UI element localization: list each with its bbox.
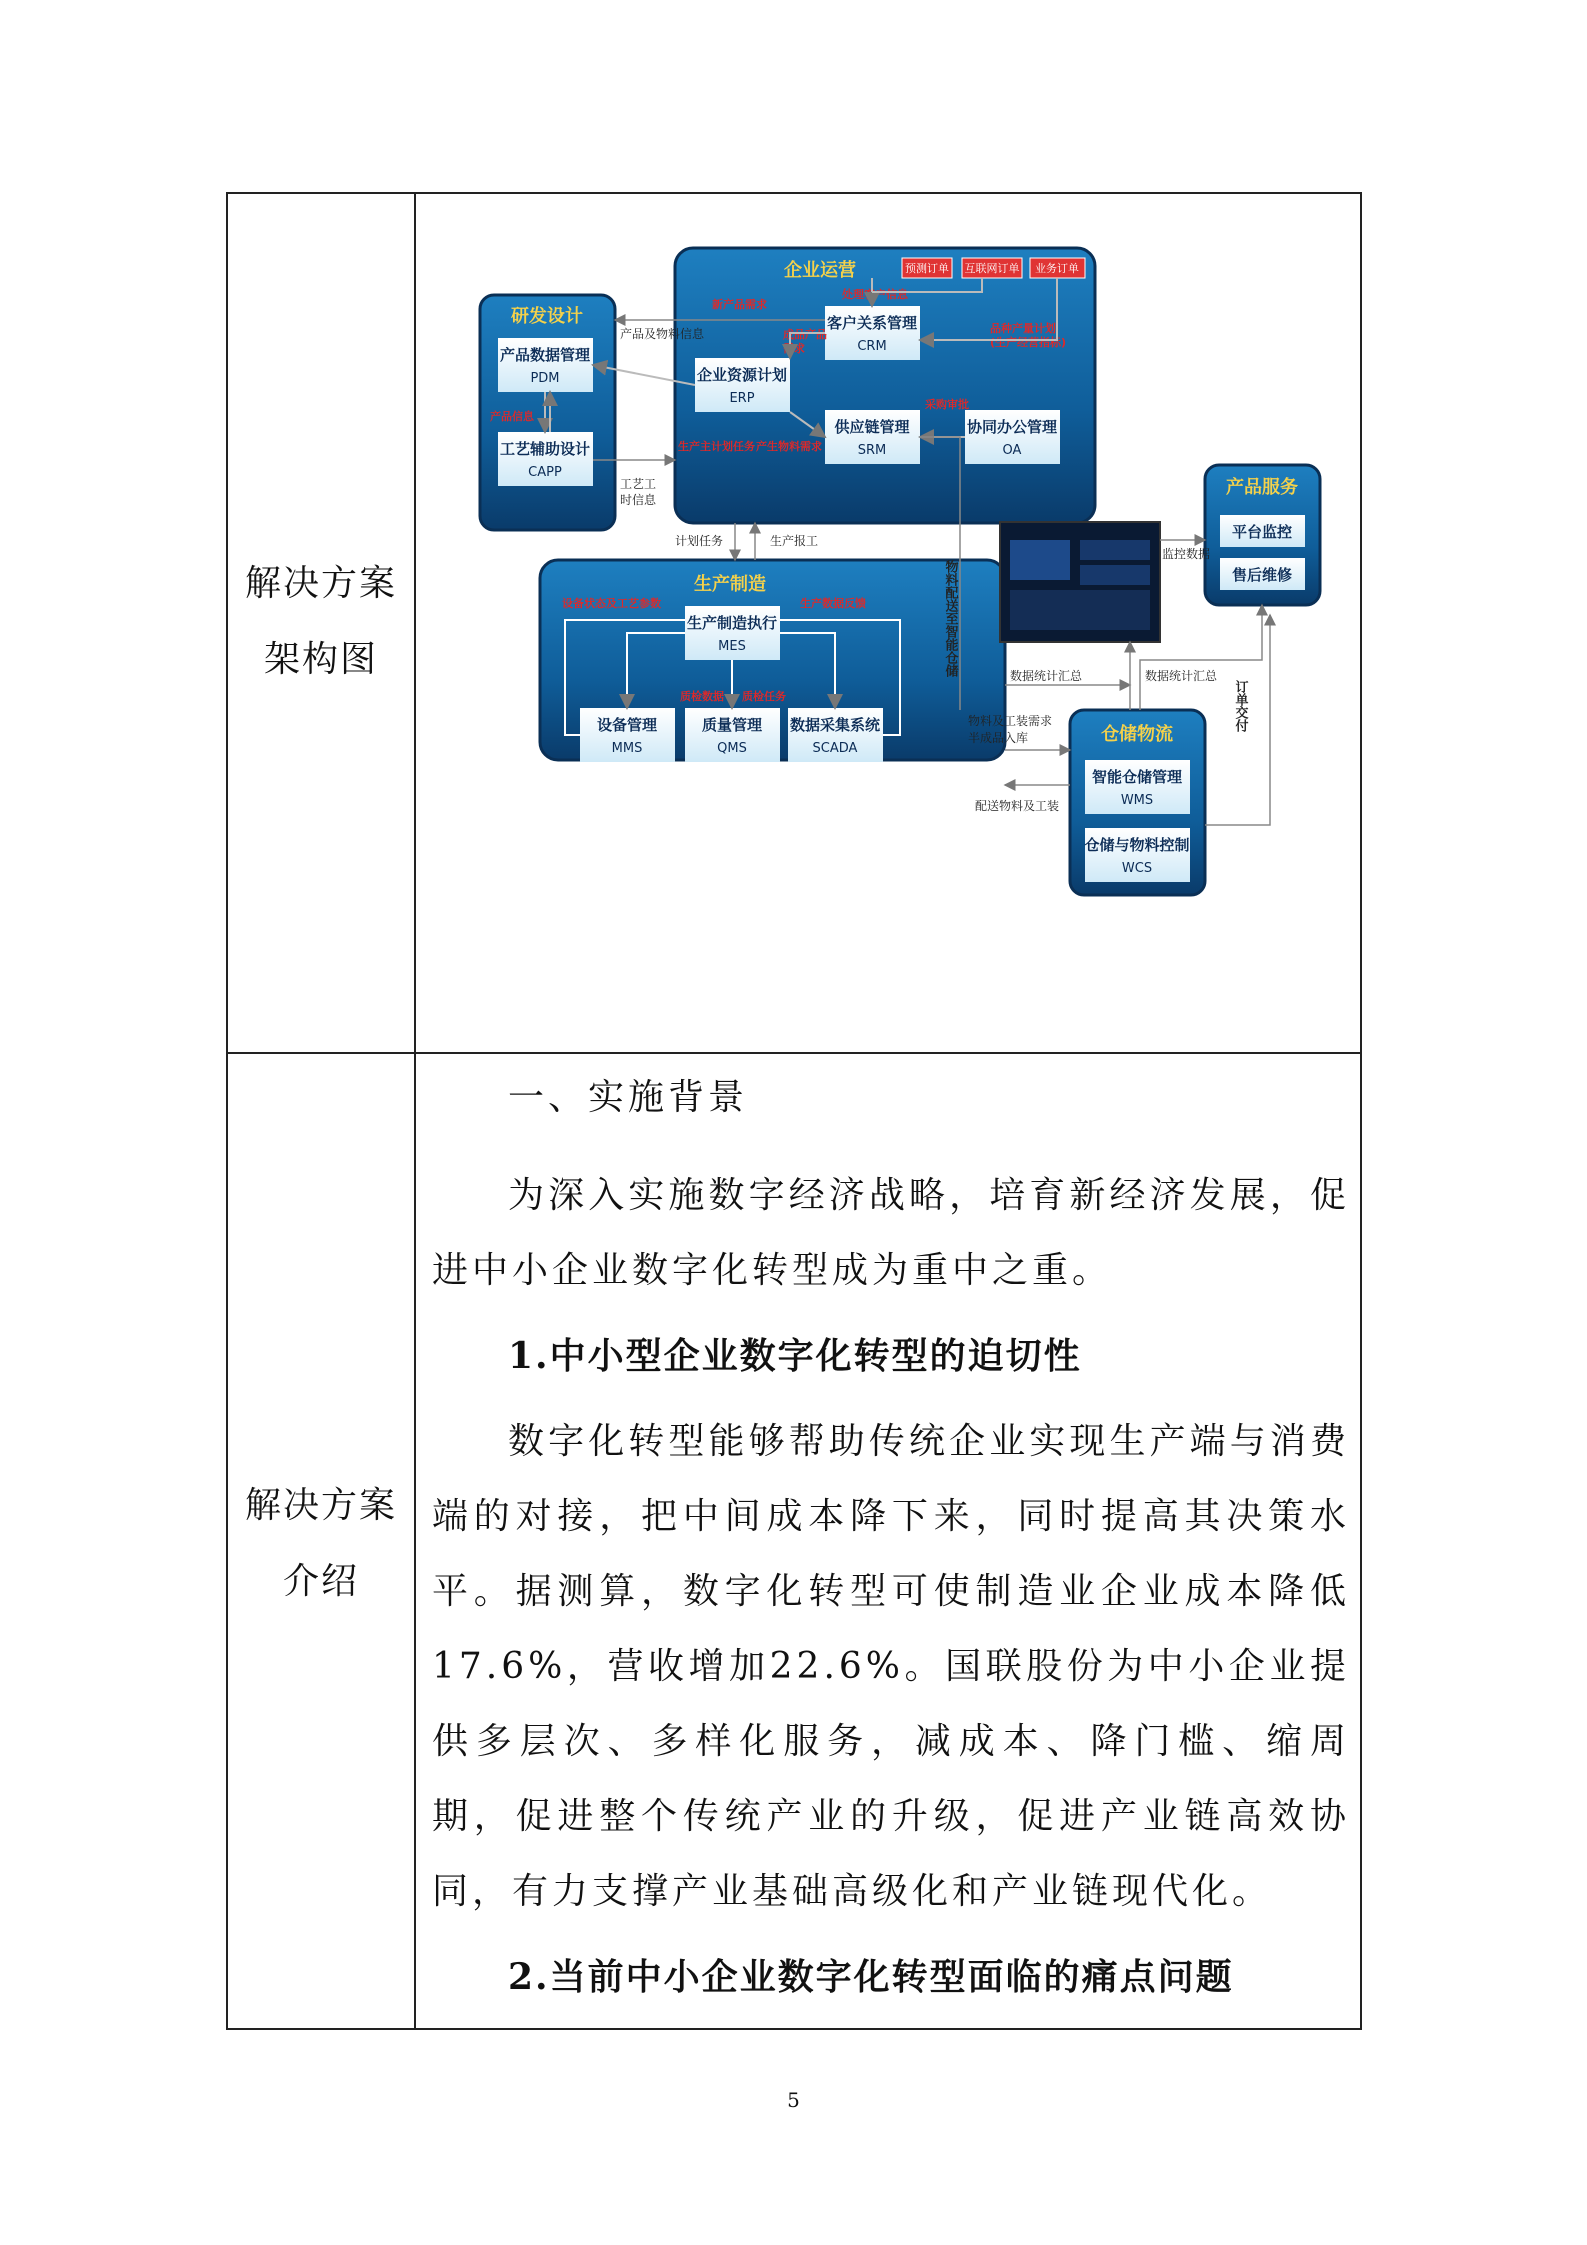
box-crm-label: 客户关系管理 — [826, 314, 918, 332]
box-qms-label: 质量管理 — [701, 716, 763, 734]
label-new-product: 新产品需求 — [712, 298, 767, 311]
page-number: 5 — [787, 2088, 800, 2112]
paragraph-background: 为深入实施数字经济战略，培育新经济发展，促进中小企业数字化转型成为重中之重。 — [432, 1175, 1350, 1291]
flow-plan-task: 计划任务 — [675, 534, 724, 548]
box-erp-code: ERP — [729, 391, 755, 406]
row-label-architecture — [228, 546, 414, 698]
label-purchase: 采购审批 — [925, 398, 969, 411]
box-qms-code: QMS — [717, 741, 747, 756]
flow-material-req-1: 物料及工装需求 — [968, 714, 1053, 728]
box-mes-code: MES — [718, 639, 746, 654]
solution-introduction — [432, 1068, 1350, 2025]
tag-internet-label: 互联网订单 — [964, 262, 1020, 275]
row-label-introduction — [228, 1468, 414, 1620]
row-label-line: 架构图 — [263, 639, 378, 680]
subheading-urgency: 1.中小型企业数字化转型的迫切性 — [508, 1335, 1082, 1377]
panel-title-wh: 仓储物流 — [1101, 724, 1173, 745]
flow-material-req-2: 半成品入库 — [968, 731, 1029, 745]
box-wcs-code: WCS — [1121, 861, 1153, 876]
label-finished-req-2: 需求 — [783, 342, 805, 355]
label-capacity-1: 品种产量计划 — [990, 322, 1056, 335]
box-crm-code: CRM — [857, 339, 887, 354]
architecture-diagram — [470, 240, 1330, 960]
flow-vertical-delivery: 物料配送至智能仓储 — [942, 560, 958, 677]
box-aftersales-label: 售后维修 — [1231, 566, 1293, 584]
flow-order-delivery: 订单交付 — [1232, 680, 1248, 732]
box-wms-code: WMS — [1120, 793, 1154, 808]
box-scada-code: SCADA — [812, 741, 858, 756]
box-pdm-code: PDM — [530, 371, 560, 386]
box-oa-code: OA — [1002, 443, 1022, 458]
label-product-info: 产品信息 — [490, 410, 534, 423]
box-mms-label: 设备管理 — [596, 716, 658, 734]
table-column-divider — [414, 192, 416, 2030]
box-wms-label: 智能仓储管理 — [1091, 768, 1183, 786]
flow-process-time-2: 时信息 — [620, 493, 657, 507]
tag-forecast-label: 预测订单 — [905, 262, 949, 275]
box-oa-label: 协同办公管理 — [966, 418, 1058, 436]
box-scada-label: 数据采集系统 — [789, 716, 881, 734]
label-capacity-2: (生产经营指标) — [990, 336, 1067, 349]
panel-title-mfg: 生产制造 — [694, 574, 766, 595]
label-equip-status: 设备状态及工艺参数 — [562, 597, 661, 610]
label-finished-req-1: 成品产品 — [783, 328, 827, 341]
box-mes-label: 生产制造执行 — [686, 614, 778, 632]
flow-production-report: 生产报工 — [770, 534, 819, 548]
subheading-pain-points: 2.当前中小企业数字化转型面临的痛点问题 — [508, 1956, 1234, 1998]
box-capp-label: 工艺辅助设计 — [499, 440, 591, 458]
row-label-line: 解决方案 — [244, 563, 397, 604]
row-label-line: 介绍 — [282, 1561, 359, 1602]
box-srm-label: 供应链管理 — [834, 418, 910, 436]
flow-monitor-data: 监控数据 — [1162, 547, 1211, 561]
box-mms-code: MMS — [611, 741, 643, 756]
box-capp-code: CAPP — [528, 465, 562, 480]
label-prod-feedback: 生产数据反馈 — [800, 597, 866, 610]
row-label-line: 解决方案 — [244, 1485, 397, 1526]
paragraph-urgency: 数字化转型能够帮助传统企业实现生产端与消费端的对接，把中间成本降下来，同时提高其决策水平。据测算，数字化转型可使制造业企业成本降低17.6%，营收增加22.6%。国联股份为中小企业提供多层次、多样化服务，减成本、降门槛、缩周期，促进整个传统产业的升级，促进产业链高效协同，有力支撑产业基础高级化和产业链现代化。 — [432, 1421, 1350, 1912]
box-pdm-label: 产品数据管理 — [499, 346, 591, 364]
tag-business-label: 业务订单 — [1035, 262, 1079, 275]
flow-delivery: 配送物料及工装 — [975, 799, 1060, 813]
flow-process-time-1: 工艺工 — [620, 477, 657, 491]
panel-title-ops: 企业运营 — [784, 260, 856, 281]
flow-stats-1: 数据统计汇总 — [1010, 669, 1083, 683]
box-wcs-label: 仓储与物料控制 — [1084, 836, 1190, 854]
section-heading: 一、实施背景 — [508, 1077, 749, 1118]
box-srm-code: SRM — [857, 443, 887, 458]
panel-title-rd: 研发设计 — [511, 306, 583, 327]
panel-title-svc: 产品服务 — [1226, 477, 1298, 498]
label-qc-task: 质检任务 — [742, 690, 786, 703]
label-material-need: 产生物料需求 — [756, 440, 822, 453]
label-main-plan: 生产主计划任务 — [678, 440, 755, 453]
box-platform-label: 平台监控 — [1231, 523, 1293, 541]
label-qc-data: 质检数据 — [680, 690, 724, 703]
box-erp-label: 企业资源计划 — [696, 366, 788, 384]
label-customer-info: 处理客户信息 — [842, 288, 908, 301]
table-row-divider — [226, 1052, 1362, 1054]
flow-product-material: 产品及物料信息 — [620, 327, 705, 341]
flow-stats-2: 数据统计汇总 — [1145, 669, 1218, 683]
